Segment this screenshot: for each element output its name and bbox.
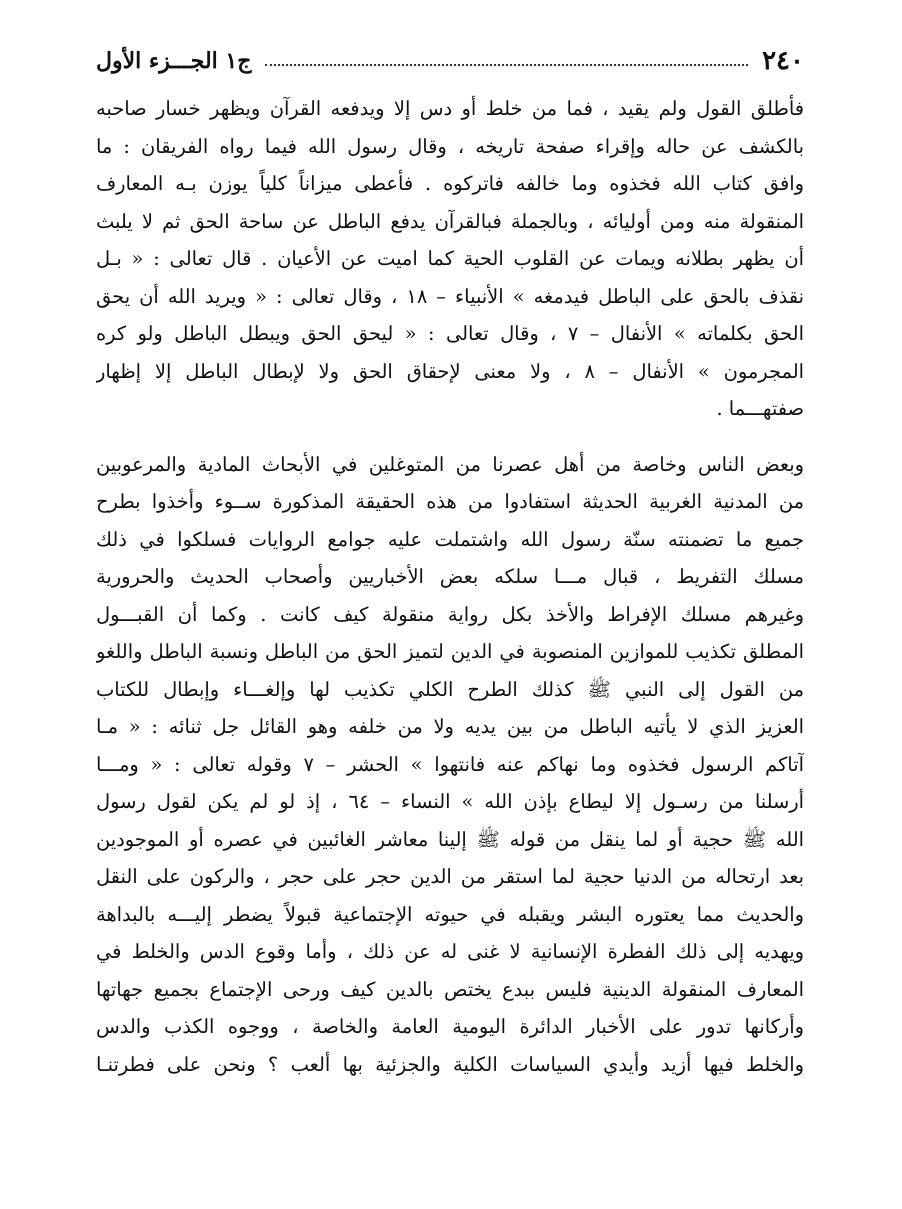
text-line: الحق بكلماته » الأنفال – ٧ ، وقال تعالى : « ليحق الحق ويبطل الباطل ولو كره (96, 322, 804, 345)
text-line: وأركانها تدور على الأخبار الدائرة اليومية العامة والخاصة ، ووجوه الكذب والدس (96, 1015, 804, 1038)
page-number: ٢٤٠ (762, 46, 804, 76)
text-line: فأطلق القول ولم يقيد ، فما من خلط أو دس إلا ويدفعه القرآن ويظهر خسار صاحبه (96, 97, 804, 120)
text-line: الله ﷺ حجية أو لما ينقل من قوله ﷺ إلينا معاشر الغائبين في عصره أو الموجودين (96, 827, 804, 851)
paragraph-gap (96, 428, 804, 446)
text-line: بعد ارتحاله من الدنيا حجية لما استقر من الدين حجر على حجر ، والركون على النقل (96, 865, 804, 888)
paragraph-1 (96, 90, 804, 428)
text-line: من القول إلى النبي ﷺ كذلك الطرح الكلي تكذيب لها وإلغـــاء وإبطال للكتاب (96, 677, 804, 701)
paragraph-2 (96, 446, 804, 1084)
text-line: نقذف بالحق على الباطل فيدمغه » الأنبياء – ١٨ ، وقال تعالى : « ويريد الله أن يحق (96, 284, 804, 308)
text-line: من المدنية الغربية الحديثة استفادوا من هذه الحقيقة المذكورة ســوء وأخذوا بطرح (96, 490, 804, 513)
text-line: أن يظهر بطلانه ويمات عن القلوب الحية كما اميت عن الأعيان . قال تعالى : « بـل (96, 247, 804, 270)
text-line: جميع ما تضمنته سنّة رسول الله واشتملت عليه جوامع الروايات فسلكوا في ذلك (96, 527, 804, 551)
text-line: العزيز الذي لا يأتيه الباطل من بين يديه ولا من خلفه وهو القائل جل ثنائه : « مـا (96, 715, 804, 738)
text-line: وغيرهم مسلك الإفراط والأخذ بكل رواية منقولة كيف كانت . وكما أن القبـــول (96, 602, 804, 626)
text-line: والحديث مما يعتوره البشر ويقبله في حيوته الإجتماعية قبولاً يضطر إليـــه بالبداهة (96, 902, 804, 926)
running-head: ج١ الجـــزء الأول (96, 48, 252, 74)
text-line: ويهديه إلى ذلك الفطرة الإنسانية لا غنى له عن ذلك ، وأما وقوع الدس والخلط في (96, 940, 804, 963)
text-line: وافق كتاب الله فخذوه وما خالفه فاتركوه . فأعطى ميزاناً كلياً يوزن بـه المعارف (96, 172, 804, 195)
text-line: المعارف المنقولة الدينية فليس ببدع يختص بالدين كيف ورحى الإجتماع بجميع جهاتها (96, 977, 804, 1001)
text-line: صفتهـــما . (716, 397, 804, 420)
text-line: والخلط فيها أزيد وأيدي السياسات الكلية والجزئية بها ألعب ؟ ونحن على فطرتنـا (96, 1052, 804, 1076)
text-line: آتاكم الرسول فخذوه وما نهاكم عنه فانتهوا » الحشر – ٧ وقوله تعالى : « ومـــا (96, 752, 804, 776)
text-line: المنقولة منه ومن أوليائه ، وبالجملة فبالقرآن يدفع الباطل عن ساحة الحق ثم لا يلبث (96, 209, 804, 233)
text-line: وبعض الناس وخاصة من أهل عصرنا من المتوغلين في الأبحاث المادية والمرعوبين (96, 452, 804, 476)
text-line: المجرمون » الأنفال – ٨ ، ولا معنى لإحقاق الحق ولا لإبطال الباطل إلا إظهار (96, 359, 804, 383)
text-line: المطلق تكذيب للموازين المنصوبة في الدين لتميز الحق من الباطل ونسبة الباطل واللغو (96, 640, 804, 663)
text-line: مسلك التفريط ، قبال مـــا سلكه بعض الأخباريين وأصحاب الحديث والحرورية (96, 565, 804, 588)
header-dotted-rule (265, 64, 748, 66)
text-line: أرسلنا من رسـول إلا ليطاع بإذن الله » النساء – ٦٤ ، إذ لو لم يكن لقول رسول (96, 790, 804, 813)
text-line: بالكشف عن حاله وإقراء صفحة تاريخه ، وقال رسول الله فيما رواه الفريقان : ما (96, 134, 804, 158)
page-header (96, 38, 804, 84)
